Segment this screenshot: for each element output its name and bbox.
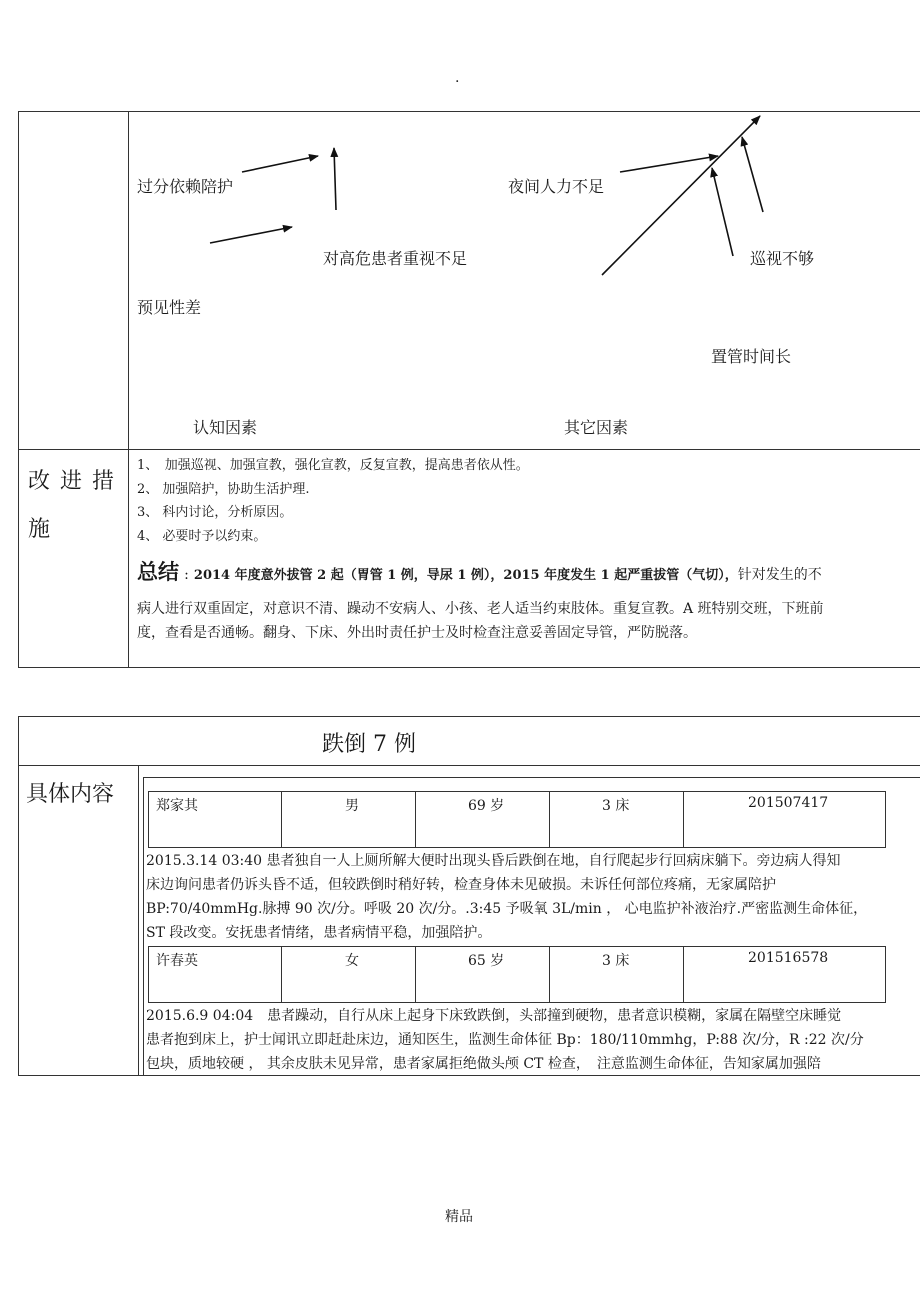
falls-title: 跌倒 7 例 bbox=[322, 732, 416, 757]
summary-title: 总结 bbox=[137, 560, 179, 584]
case2-name: 许春英 bbox=[156, 953, 198, 969]
case1-age: 69 岁 bbox=[468, 798, 505, 814]
case2-id: 201516578 bbox=[748, 950, 829, 966]
label-foresight: 预见性差 bbox=[137, 298, 202, 317]
label-other: 其它因素 bbox=[564, 418, 629, 437]
improve-item-3: 3、 科内讨论，分析原因。 bbox=[137, 505, 293, 520]
improve-label: 改进措施 bbox=[28, 469, 125, 542]
improve-item-2: 2、 加强陪护，协助生活护理. bbox=[137, 482, 310, 497]
arrow-foresight bbox=[210, 227, 292, 243]
summary-colon: : bbox=[184, 567, 189, 583]
page-header-dot: . bbox=[455, 70, 460, 86]
summary-rest: 针对发生的不 bbox=[737, 567, 822, 583]
case1-line-3: BP:70/40mmHg.脉搏 90 次/分。呼吸 20 次/分。.3:45 予吸氧 3L/min ， 心电监护补液治疗.严密监测生命体征， bbox=[146, 901, 868, 917]
arrow-high-risk bbox=[334, 148, 336, 210]
page-footer: 精品 bbox=[445, 1209, 473, 1225]
case2-gender: 女 bbox=[345, 953, 359, 969]
case1-line-1: 2015.3.14 03:40 患者独自一人上厕所解大便时出现头昏后跌倒在地，自行爬起步行回病床躺下。旁边病人得知 bbox=[146, 853, 841, 869]
case1-line-4: ST 段改变。安抚患者情绪，患者病情平稳，加强陪护。 bbox=[146, 925, 492, 941]
arrow-main-spine bbox=[602, 116, 760, 275]
summary-line-2: 度，查看是否通畅。翻身、下床、外出时责任护士及时检查注意妥善固定导管，严防脱落。 bbox=[137, 625, 697, 641]
case2-age: 65 岁 bbox=[468, 953, 505, 969]
case1-line-2: 床边询问患者仍诉头昏不适，但较跌倒时稍好转，检查身体未见破损。未诉任何部位疼痛，无家属陪护 bbox=[146, 877, 776, 893]
arrow-dependence bbox=[242, 156, 318, 172]
improve-item-4: 4、 必要时予以约束。 bbox=[137, 529, 267, 544]
arrow-patrol-1 bbox=[712, 168, 733, 256]
summary-line-1: 病人进行双重固定，对意识不清、躁动不安病人、小孩、老人适当约束肢体。重复宣教。A 班特别交班，下班前 bbox=[137, 601, 824, 617]
improve-item-1: 1、 加强巡视、加强宣教，强化宣教，反复宣教，提高患者依从性。 bbox=[137, 458, 529, 473]
case1-name: 郑家其 bbox=[156, 798, 198, 814]
summary-line bbox=[137, 556, 822, 586]
summary-bold: 2014 年度意外拔管 2 起（胃管 1 例，导尿 1 例），2015 年度发生 1 起严重拔管（气切）， bbox=[193, 568, 738, 583]
case1-gender: 男 bbox=[345, 798, 359, 814]
case1-id: 201507417 bbox=[748, 795, 829, 811]
label-night-staff: 夜间人力不足 bbox=[508, 177, 605, 196]
label-high-risk: 对高危患者重视不足 bbox=[323, 249, 468, 268]
case2-line-3: 包块，质地较硬 ， 其余皮肤未见异常，患者家属拒绝做头颅 CT 检查， 注意监测生命体征，告知家属加强陪 bbox=[146, 1056, 821, 1072]
arrow-night-staff bbox=[620, 156, 718, 172]
case2-bed: 3 床 bbox=[602, 953, 630, 969]
case2-line-2: 患者抱到床上，护士闻讯立即赶赴床边，通知医生，监测生命体征 Bp：180/110mmhg，P:88 次/分，R :22 次/分 bbox=[146, 1032, 864, 1048]
fishbone-diagram bbox=[0, 0, 920, 450]
case2-line-1: 2015.6.9 04:04 患者躁动，自行从床上起身下床致跌倒，头部撞到硬物，患者意识模糊，家属在隔壁空床睡觉 bbox=[146, 1008, 842, 1024]
label-tube-time: 置管时间长 bbox=[711, 347, 792, 366]
content-label: 具体内容 bbox=[26, 782, 115, 807]
arrow-patrol-2 bbox=[742, 137, 763, 212]
label-cognitive: 认知因素 bbox=[193, 418, 258, 437]
case1-bed: 3 床 bbox=[602, 798, 630, 814]
label-dependence: 过分依赖陪护 bbox=[137, 177, 234, 196]
label-patrol: 巡视不够 bbox=[750, 249, 815, 268]
